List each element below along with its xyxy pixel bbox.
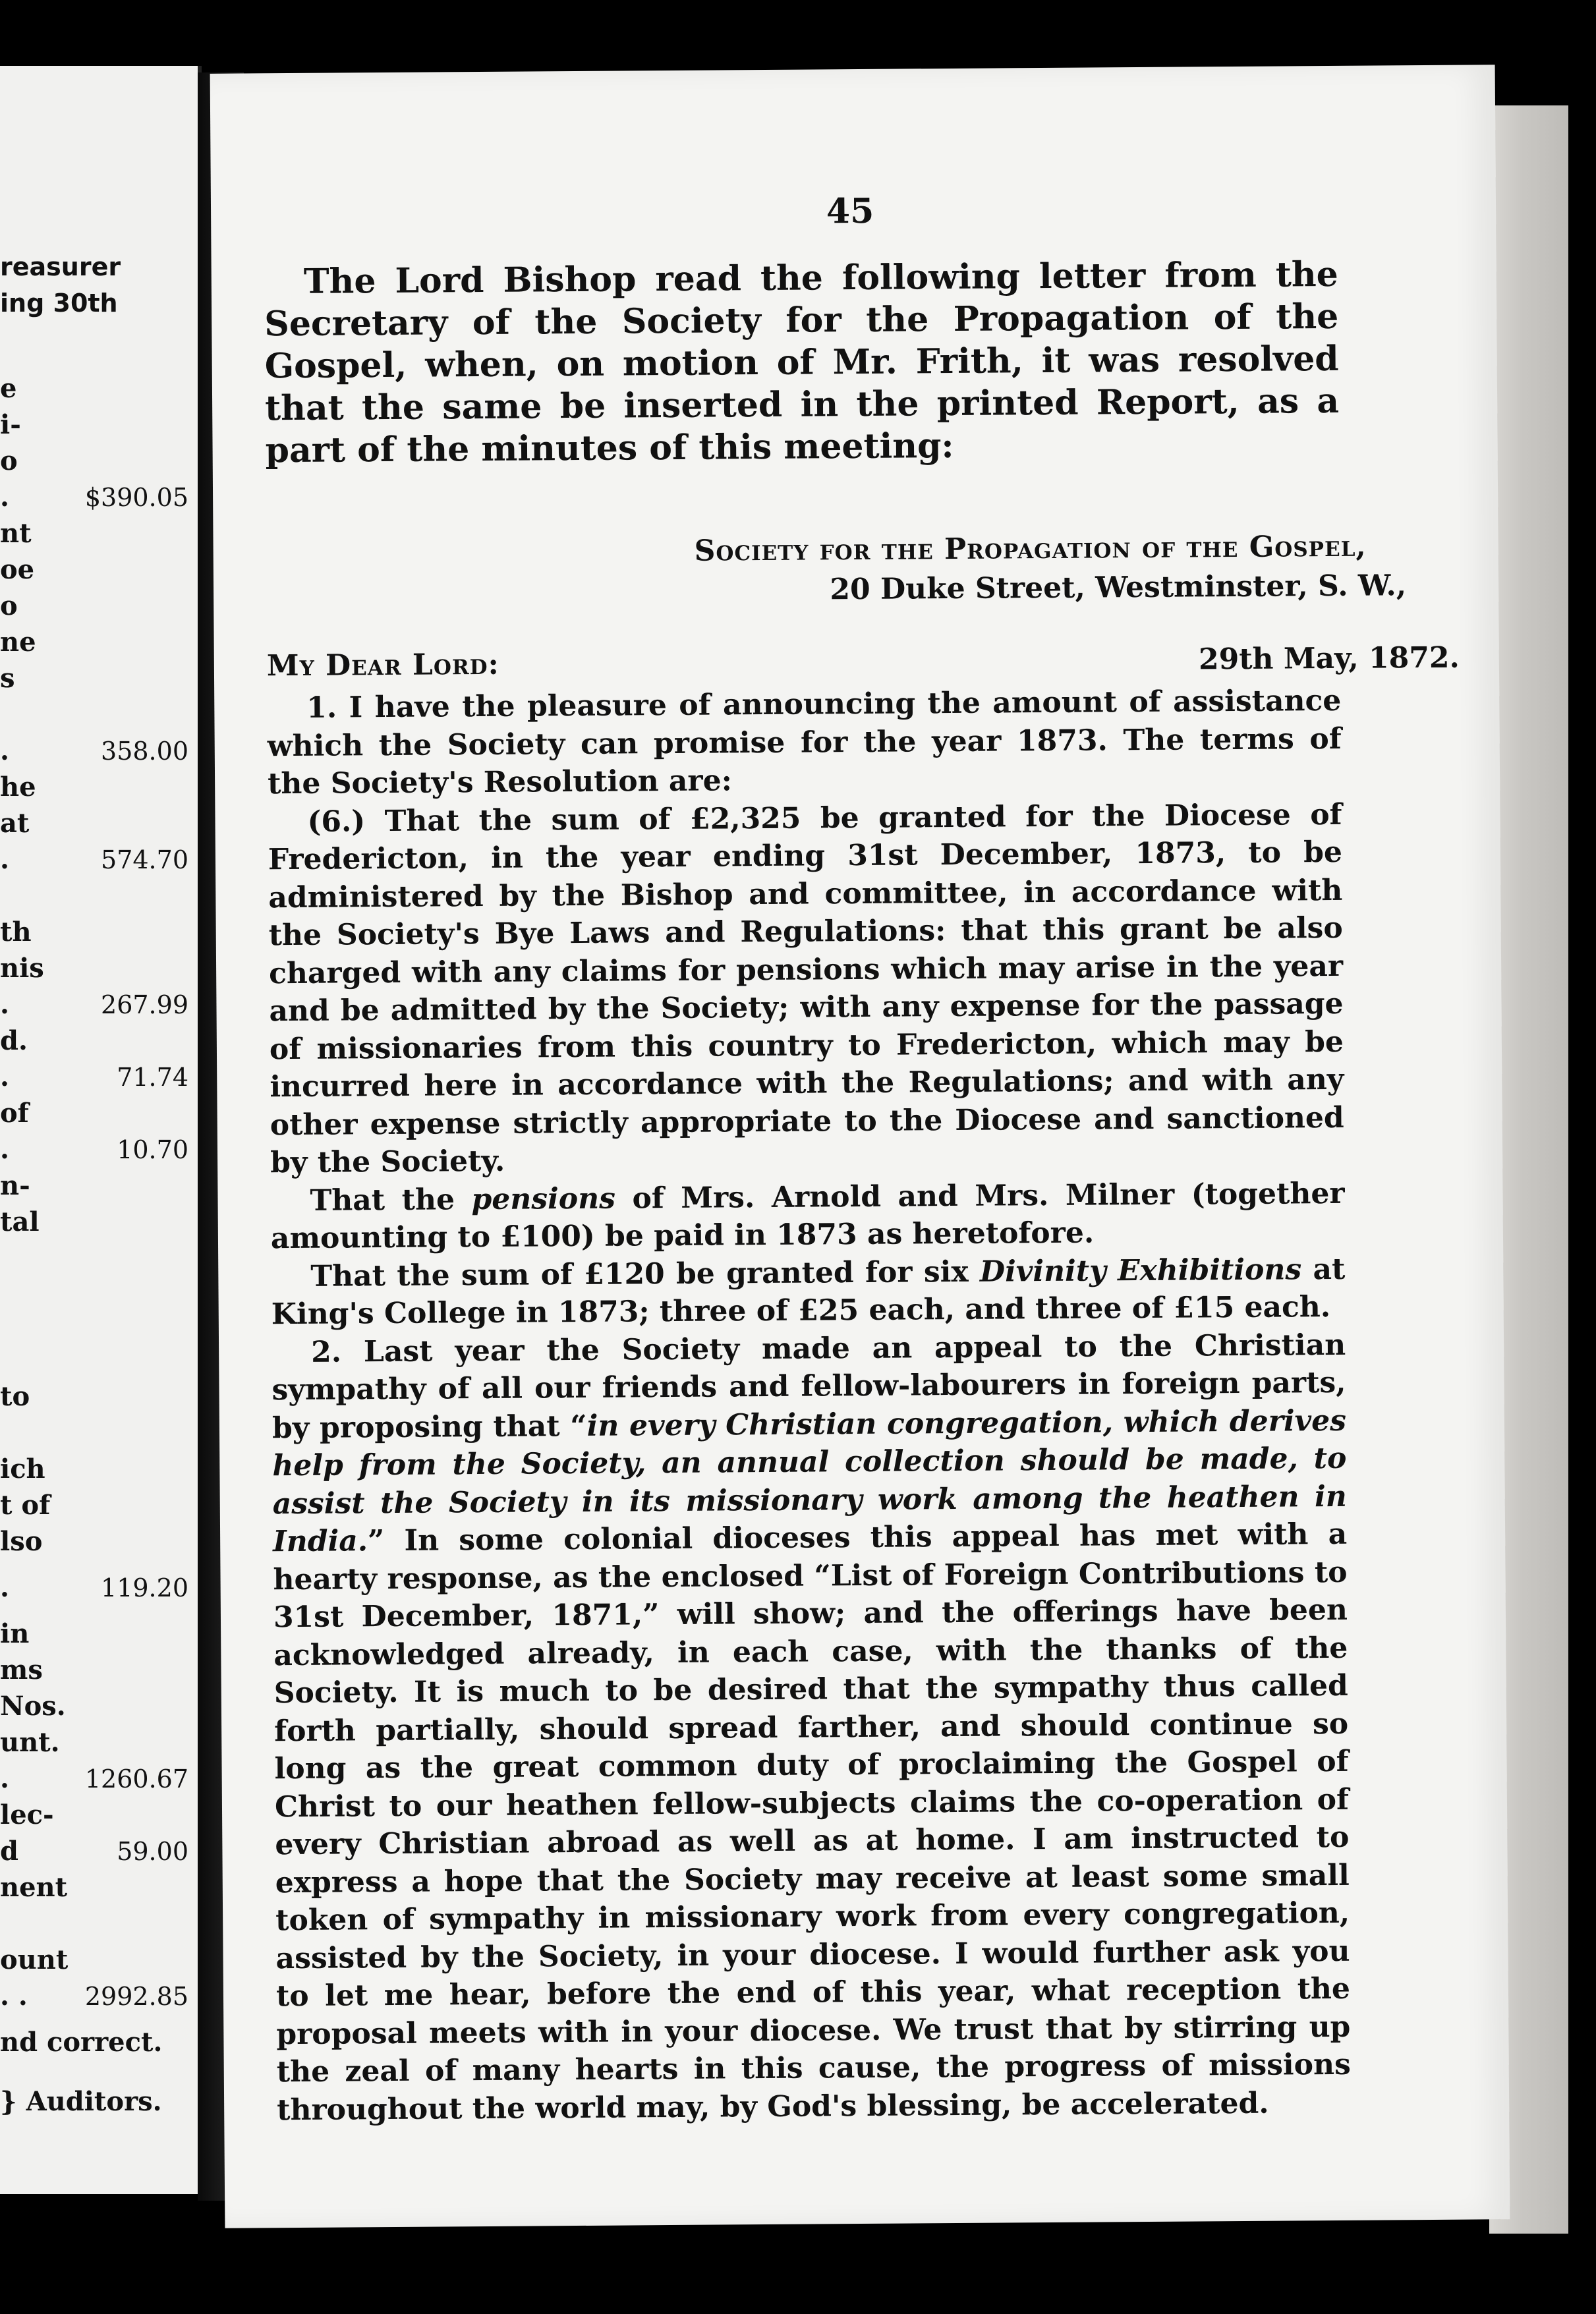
- left-page-line: [0, 1940, 191, 1980]
- left-line-amount: 2992.85: [84, 1982, 188, 2011]
- paragraph-1: 1. I have the pleasure of announcing the amount of assistance which the Society can promise for the year 1873. The terms of the Society's Resolution are:: [267, 683, 1342, 801]
- left-page-line: [0, 840, 191, 880]
- left-line-amount: 71.74: [117, 1063, 188, 1092]
- left-line-fragment: } Auditors.: [0, 2086, 162, 2117]
- left-line-amount: $390.05: [84, 483, 188, 512]
- left-page-line: [0, 2082, 191, 2122]
- left-line-fragment: ich: [0, 1453, 45, 1484]
- left-line-fragment: to: [0, 1381, 30, 1412]
- left-line-amount: 574.70: [101, 845, 188, 874]
- left-line-fragment: reasurer: [0, 252, 121, 281]
- left-line-fragment: tal: [0, 1206, 40, 1237]
- left-line-fragment: .: [0, 1572, 9, 1603]
- left-page-line: [0, 550, 191, 590]
- left-line-fragment: at: [0, 808, 30, 839]
- left-line-fragment: he: [0, 772, 36, 803]
- left-line-fragment: ing 30th: [0, 289, 118, 318]
- left-page-line: [0, 514, 191, 553]
- left-line-fragment: in: [0, 1618, 30, 1649]
- left-line-fragment: d: [0, 1836, 18, 1867]
- letterhead: Society for the Propagation of the Gospel,: [694, 529, 1367, 568]
- left-line-fragment: .: [0, 1134, 9, 1165]
- left-page-line: [0, 985, 191, 1025]
- left-line-amount: 358.00: [101, 737, 188, 766]
- left-page-line: [0, 1868, 191, 1907]
- intro-paragraph: The Lord Bishop read the following letter from the Secretary of the Society for the Propagation of the Gospel, when, on motion of Mr. Frith, it was resolved that the same be inserted in the printed Report, as a part of the minutes of this meeting:: [264, 254, 1340, 471]
- paragraph-pensions: That the pensions of Mrs. Arnold and Mrs. Milner (together amounting to £100) be paid in 1873 as heretofore.: [270, 1176, 1345, 1256]
- left-line-fragment: d.: [0, 1025, 28, 1056]
- left-page-line: [0, 1795, 191, 1835]
- left-line-fragment: s: [0, 663, 15, 694]
- left-page-line: [0, 1058, 191, 1097]
- left-line-fragment: Nos.: [0, 1691, 66, 1722]
- left-line-fragment: th: [0, 917, 32, 947]
- letter-body: [267, 682, 1351, 2129]
- left-page-line: [0, 247, 191, 287]
- left-line-fragment: nis: [0, 953, 44, 984]
- left-page-line: [0, 1377, 191, 1417]
- left-page-line: [0, 1759, 191, 1799]
- left-page-line: [0, 2023, 191, 2062]
- left-line-fragment: t of: [0, 1490, 51, 1521]
- left-line-fragment: o: [0, 590, 18, 621]
- left-line-fragment: lec-: [0, 1799, 54, 1830]
- left-page-line: [0, 731, 191, 771]
- left-page-line: [0, 659, 191, 698]
- left-page-line: [0, 1202, 191, 1242]
- left-page-line: [0, 623, 191, 662]
- left-line-fragment: ms: [0, 1654, 43, 1685]
- paragraph-appeal: 2. Last year the Society made an appeal to the Christian sympathy of all our friends and fellow-labourers in foreign parts, by proposing that “in every Christian congregation, which derives help from the Society, an annual collection should be made, to assist the Society in its missionary work among the heathen in India.” In some colonial dioceses this appeal has met with a hearty response, as the enclosed “List of Foreign Contributions to 31st December, 1871,” will show; and the offerings have been acknowledged already, in each case, with the thanks of the Society. It is much to be desired that the sympathy thus called forth partially, should spread farther, and should continue so long as the great common duty of proclaiming the Gospel of Christ to our heathen fellow-subjects claims the co-operation of every Christian abroad as well as at home. I am instructed to express a hope that the Society may receive at least some small token of sympathy in missionary work from every congregation, assisted by the Society, in your diocese. I would further ask you to let me hear, before the end of this year, what reception the proposal meets with in your diocese. We trust that by stirring up the zeal of many hearts in this cause, the progress of missions throughout the world may, by God's blessing, be accelerated.: [271, 1328, 1351, 2127]
- left-page-line: [0, 1450, 191, 1489]
- left-line-fragment: .: [0, 482, 9, 513]
- left-line-fragment: nent: [0, 1872, 68, 1903]
- left-line-fragment: o: [0, 445, 18, 476]
- letter-date: 29th May, 1872.: [1198, 640, 1460, 677]
- paragraph-exhibitions: That the sum of £120 be granted for six Divinity Exhibitions at King's College in 1873; three of £25 each, and three of £15 each.: [271, 1252, 1346, 1332]
- left-page-line: [0, 1687, 191, 1726]
- left-page-line: [0, 1166, 191, 1206]
- left-page-line: [0, 1094, 191, 1133]
- left-page-line: [0, 1614, 191, 1654]
- left-page-line: [0, 369, 191, 409]
- left-line-fragment: nd correct.: [0, 2027, 163, 2058]
- left-line-fragment: ne: [0, 627, 36, 658]
- left-page-line: [0, 1021, 191, 1061]
- left-line-amount: 10.70: [117, 1135, 188, 1164]
- left-line-fragment: n-: [0, 1170, 30, 1201]
- left-page-line: [0, 1723, 191, 1763]
- left-page-line: [0, 441, 191, 481]
- left-line-amount: 119.20: [101, 1573, 188, 1602]
- left-page-line: [0, 586, 191, 626]
- paragraph-resolution: (6.) That the sum of £2,325 be granted for the Diocese of Fredericton, in the year ending 31st December, 1873, to be administered by the Bishop and committee, in accordance with the Society's Bye Laws and Regulations: that this grant be also charged with any claims for pensions which may arise in the year and be admitted by the Society; with any expense for the passage of missionaries from this country to Fredericton, which may be incurred here in accordance with the Regulations; and with any other expense strictly appropriate to the Diocese and sanctioned by the Society.: [268, 797, 1344, 1180]
- left-line-fragment: nt: [0, 518, 32, 549]
- left-line-fragment: .: [0, 989, 9, 1020]
- left-page-line: [0, 1568, 191, 1608]
- left-line-amount: 1260.67: [84, 1764, 188, 1793]
- left-page-line: [0, 1522, 191, 1562]
- left-line-fragment: i-: [0, 409, 21, 440]
- left-page-fragment: [0, 66, 202, 2194]
- left-page-line: [0, 1977, 191, 2016]
- left-line-fragment: unt.: [0, 1727, 60, 1758]
- left-line-fragment: of: [0, 1098, 29, 1129]
- left-page-line: [0, 913, 191, 952]
- right-page: [210, 65, 1510, 2228]
- salutation: My Dear Lord:: [266, 647, 499, 683]
- left-page-line: [0, 1832, 191, 1871]
- left-page-line: [0, 949, 191, 988]
- left-page-line: [0, 283, 191, 323]
- left-line-fragment: e: [0, 373, 17, 404]
- letter-address: 20 Duke Street, Westminster, S. W.,: [830, 569, 1407, 607]
- left-page-line: [0, 1130, 191, 1170]
- left-page-line: [0, 405, 191, 445]
- left-line-fragment: oe: [0, 554, 35, 585]
- left-line-amount: 267.99: [101, 990, 188, 1019]
- left-page-line: [0, 1486, 191, 1525]
- left-line-fragment: .: [0, 1763, 9, 1794]
- left-page-line: [0, 1651, 191, 1690]
- left-line-fragment: lso: [0, 1526, 43, 1557]
- left-line-fragment: ount: [0, 1944, 69, 1975]
- left-page-line: [0, 804, 191, 843]
- left-line-fragment: . .: [0, 1981, 28, 2012]
- left-page-line: [0, 478, 191, 517]
- left-line-fragment: .: [0, 735, 9, 766]
- left-line-amount: 59.00: [117, 1837, 188, 1866]
- left-line-fragment: .: [0, 1061, 9, 1092]
- left-page-line: [0, 768, 191, 807]
- page-number: 45: [826, 190, 874, 232]
- left-line-fragment: .: [0, 844, 9, 875]
